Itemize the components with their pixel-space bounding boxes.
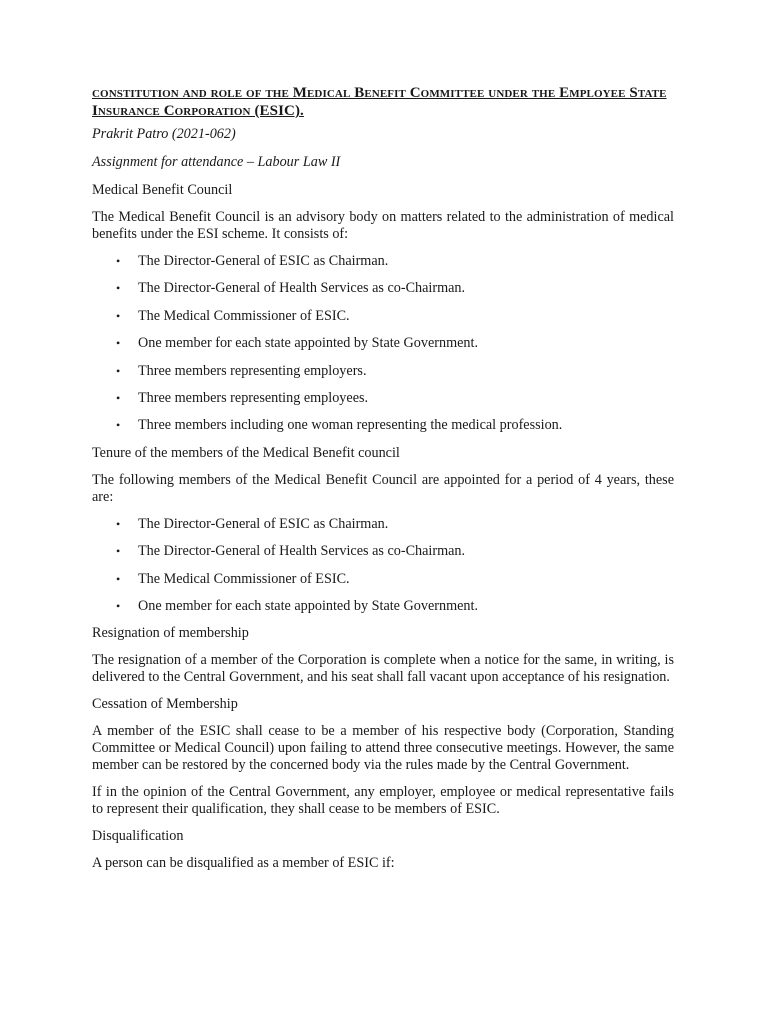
- bullet-icon: •: [116, 281, 121, 296]
- bullet-icon: •: [116, 390, 121, 405]
- section-body-cessation-2: If in the opinion of the Central Government, any employer, employee or medical representative fails to represent their qualification, they shall cease to be members of ESIC.: [92, 784, 674, 818]
- bullet-icon: •: [116, 571, 121, 586]
- section-body-cessation-1: A member of the ESIC shall cease to be a member of his respective body (Corporation, Standing Committee or Medical Council) upon failing to attend three consecutive meetings. However, the same member can be restored by the concerned body via the rules made by the Central Government.: [92, 723, 674, 774]
- document-title: constitution and role of the Medical Benefit Committee under the Employee State Insurance Corporation (ESIC).: [92, 85, 667, 119]
- section-heading-cessation: Cessation of Membership: [92, 696, 238, 713]
- section-intro-medical-benefit-council: The Medical Benefit Council is an advisory body on matters related to the administration of medical benefits under the ESI scheme. It consists of:: [92, 209, 674, 242]
- bullet-icon: •: [116, 418, 121, 433]
- council-composition-list: [92, 253, 674, 434]
- assignment-line: Assignment for attendance – Labour Law II: [92, 154, 341, 170]
- bullet-icon: •: [116, 308, 121, 323]
- section-heading-resignation: Resignation of membership: [92, 625, 249, 642]
- bullet-icon: •: [116, 254, 121, 268]
- section-heading-disqualification: Disqualification: [92, 828, 184, 845]
- list-item: • Three members including one woman representing the medical profession.: [116, 417, 563, 434]
- list-item: • The Director-General of Health Services as co-Chairman.: [116, 280, 466, 297]
- author-line: Prakrit Patro (2021-062): [92, 126, 236, 142]
- section-body-resignation: The resignation of a member of the Corporation is complete when a notice for the same, in writing, is delivered to the Central Government, and his seat shall fall vacant upon acceptance of his resignation.: [92, 652, 674, 686]
- bullet-icon: •: [116, 544, 121, 559]
- section-intro-tenure: The following members of the Medical Benefit Council are appointed for a period of 4 years, these are:: [92, 471, 674, 505]
- section-body-disqualification: A person can be disqualified as a member of ESIC if:: [92, 855, 395, 872]
- document-page: [92, 84, 674, 882]
- list-item: • Three members representing employees.: [116, 389, 369, 406]
- bullet-icon: •: [116, 516, 121, 531]
- tenure-members-list: [92, 516, 674, 615]
- list-item: • One member for each state appointed by State Government.: [116, 597, 478, 614]
- list-item: • The Director-General of Health Services as co-Chairman.: [116, 543, 466, 560]
- list-item: • One member for each state appointed by State Government.: [116, 335, 478, 352]
- bullet-icon: •: [116, 598, 121, 613]
- list-item: • The Medical Commissioner of ESIC.: [116, 307, 350, 324]
- bullet-icon: •: [116, 363, 121, 378]
- list-item: • The Medical Commissioner of ESIC.: [116, 570, 350, 587]
- list-item: • Three members representing employers.: [116, 362, 367, 379]
- bullet-icon: •: [116, 336, 121, 351]
- list-item: • The Director-General of ESIC as Chairman.: [116, 515, 389, 532]
- section-heading-medical-benefit-council: Medical Benefit Council: [92, 182, 233, 198]
- list-item: • The Director-General of ESIC as Chairman.: [116, 253, 389, 269]
- section-heading-tenure: Tenure of the members of the Medical Benefit council: [92, 444, 400, 461]
